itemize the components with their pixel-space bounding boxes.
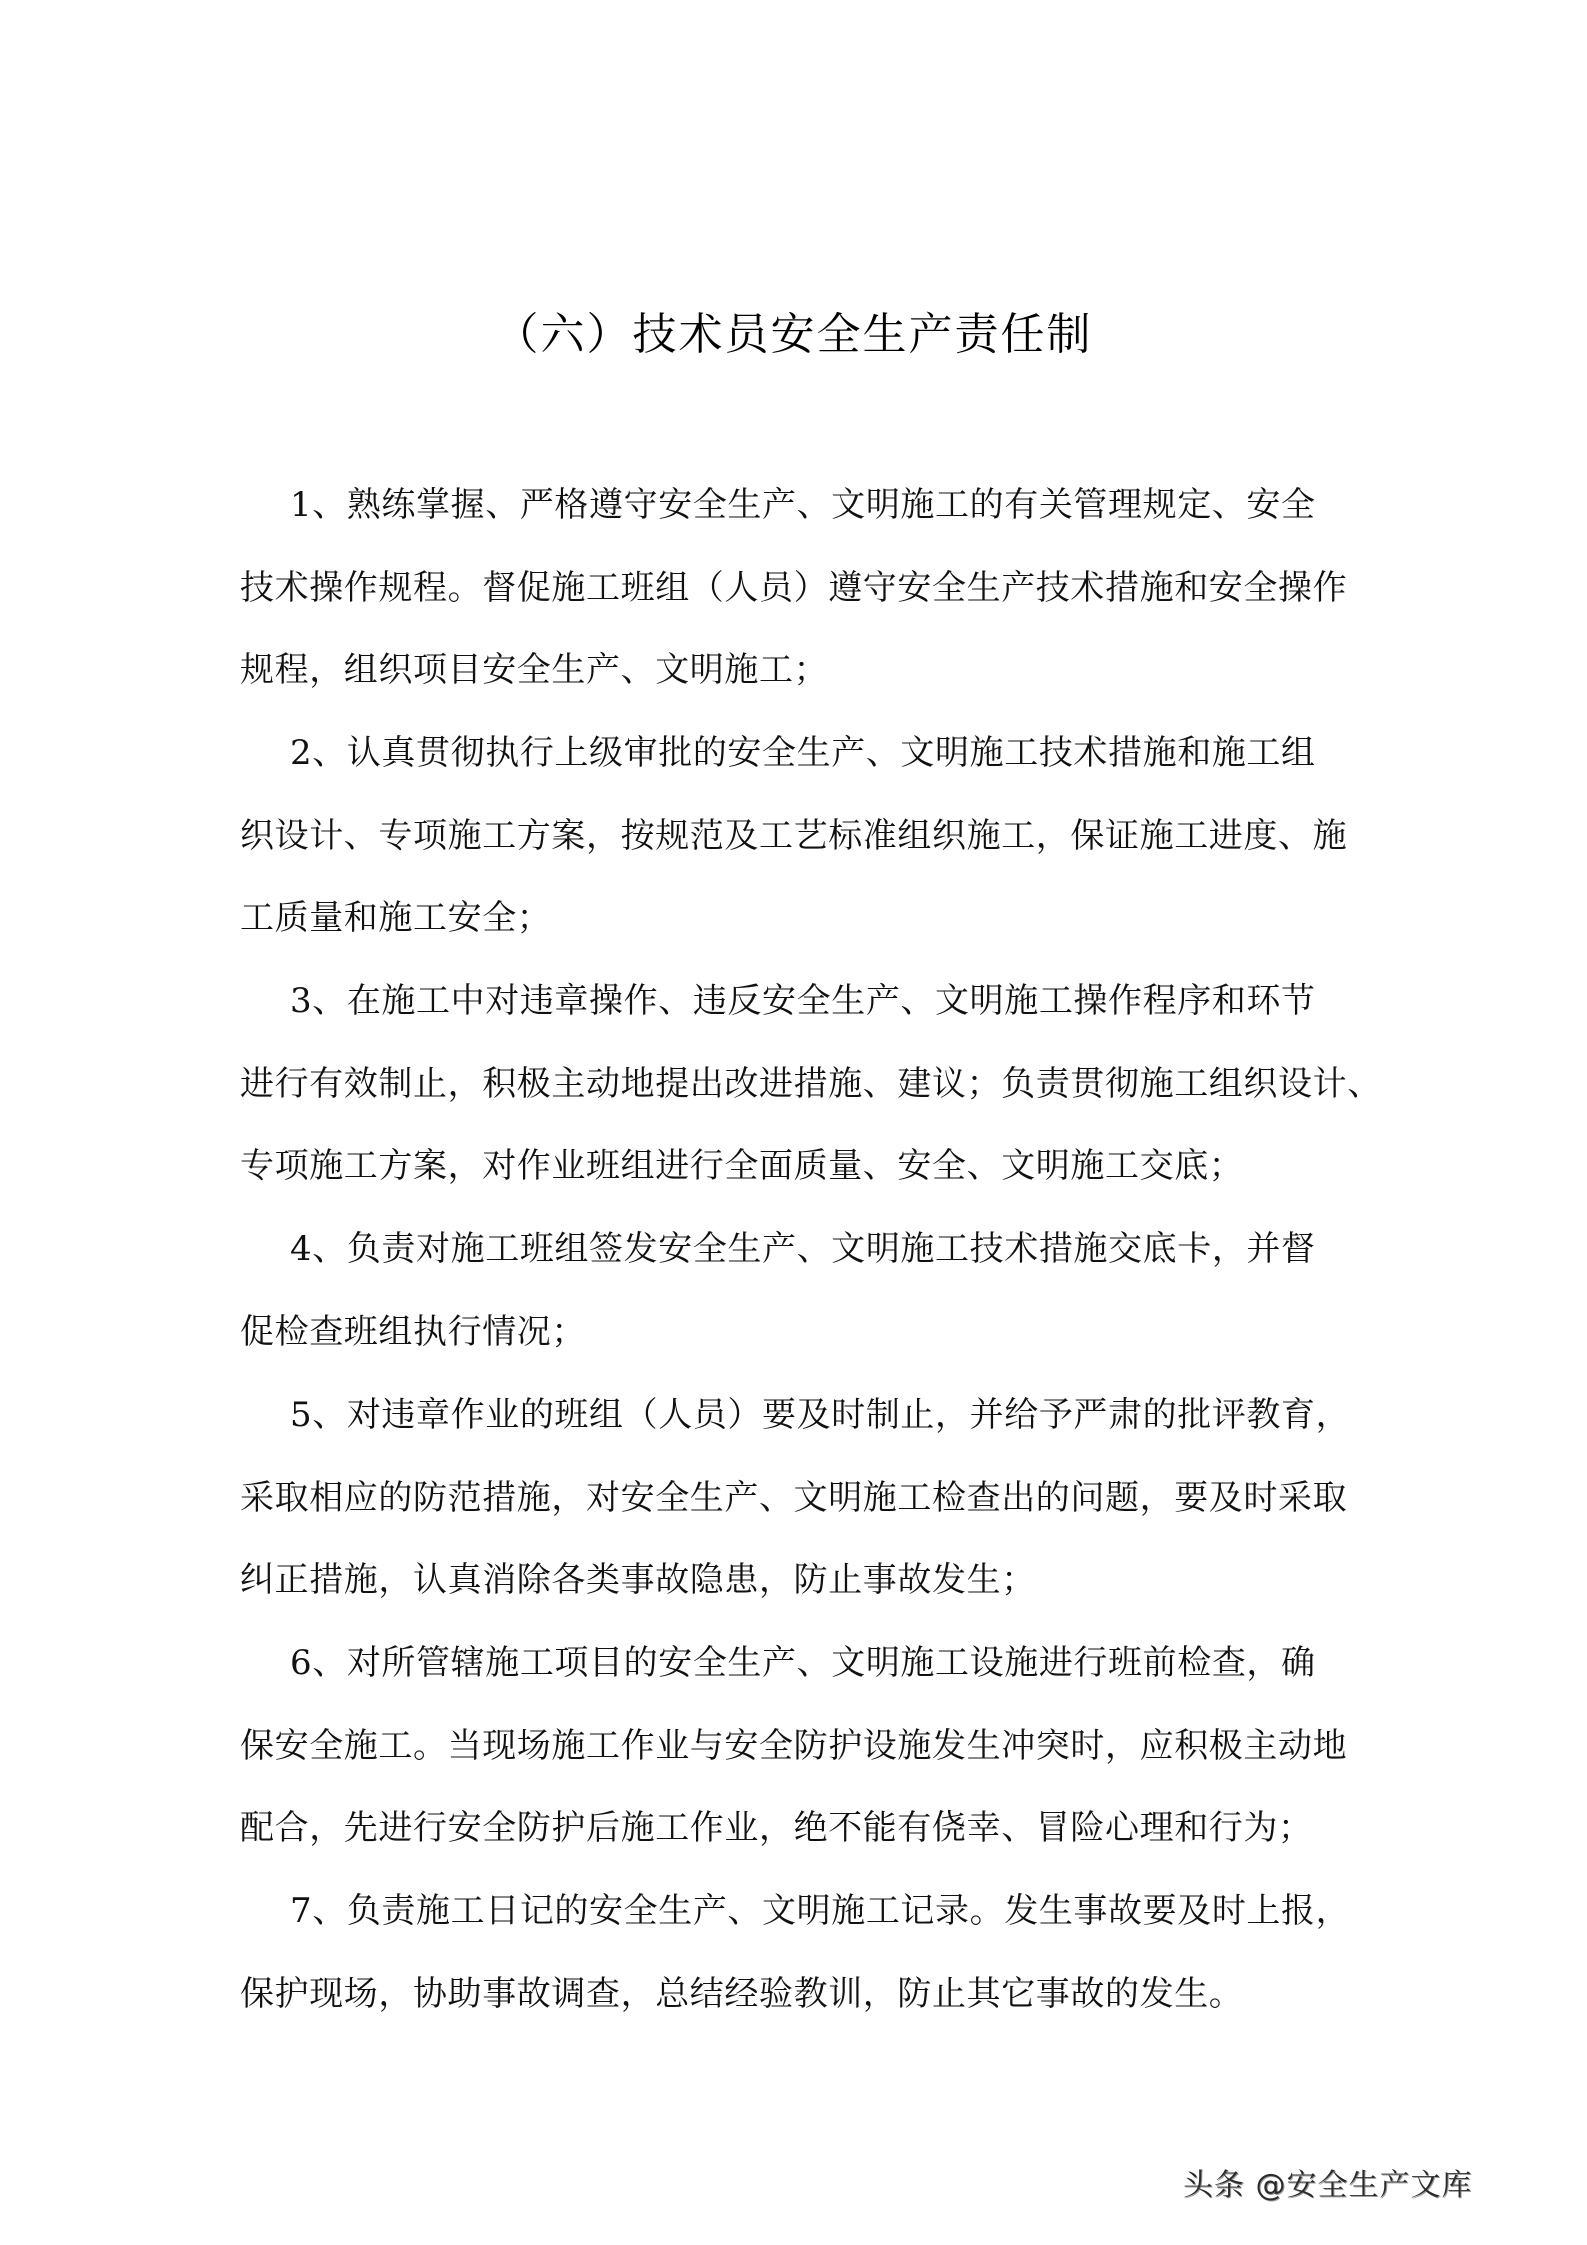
paragraph-line: 4、负责对施工班组签发安全生产、文明施工技术措施交底卡，并督 bbox=[290, 1229, 1316, 1269]
paragraph-line: 5、对违章作业的班组（人员）要及时制止，并给予严肃的批评教育， bbox=[290, 1395, 1351, 1435]
watermark: 头条 @安全生产文库 bbox=[1183, 2168, 1473, 2203]
paragraph-line: 保安全施工。当现场施工作业与安全防护设施发生冲突时，应积极主动地 bbox=[240, 1726, 1348, 1766]
paragraph-line: 采取相应的防范措施，对安全生产、文明施工检查出的问题，要及时采取 bbox=[240, 1478, 1348, 1518]
paragraph-line: 工质量和施工安全； bbox=[240, 898, 552, 938]
paragraph-line: 保护现场，协助事故调查，总结经验教训，防止其它事故的发生。 bbox=[240, 1974, 1244, 2014]
paragraph-line: 6、对所管辖施工项目的安全生产、文明施工设施进行班前检查，确 bbox=[290, 1643, 1316, 1683]
paragraph-line: 进行有效制止，积极主动地提出改进措施、建议；负责贯彻施工组织设计、 bbox=[240, 1064, 1382, 1104]
paragraph-line: 规程，组织项目安全生产、文明施工； bbox=[240, 650, 829, 690]
paragraph-line: 3、在施工中对违章操作、违反安全生产、文明施工操作程序和环节 bbox=[290, 981, 1316, 1021]
document-title: （六）技术员安全生产责任制 bbox=[494, 309, 1093, 360]
paragraph-line: 配合，先进行安全防护后施工作业，绝不能有侥幸、冒险心理和行为； bbox=[240, 1808, 1313, 1848]
paragraph-line: 1、熟练掌握、严格遵守安全生产、文明施工的有关管理规定、安全 bbox=[290, 485, 1316, 525]
paragraph-line: 促检查班组执行情况； bbox=[240, 1312, 586, 1352]
paragraph-line: 技术操作规程。督促施工班组（人员）遵守安全生产技术措施和安全操作 bbox=[240, 568, 1348, 608]
paragraph-line: 7、负责施工日记的安全生产、文明施工记录。发生事故要及时上报， bbox=[290, 1891, 1351, 1931]
paragraph-line: 专项施工方案，对作业班组进行全面质量、安全、文明施工交底； bbox=[240, 1146, 1244, 1186]
paragraph-line: 2、认真贯彻执行上级审批的安全生产、文明施工技术措施和施工组 bbox=[290, 733, 1316, 773]
paragraph-line: 织设计、专项施工方案，按规范及工艺标准组织施工，保证施工进度、施 bbox=[240, 816, 1348, 856]
paragraph-line: 纠正措施，认真消除各类事故隐患，防止事故发生； bbox=[240, 1560, 1036, 1600]
